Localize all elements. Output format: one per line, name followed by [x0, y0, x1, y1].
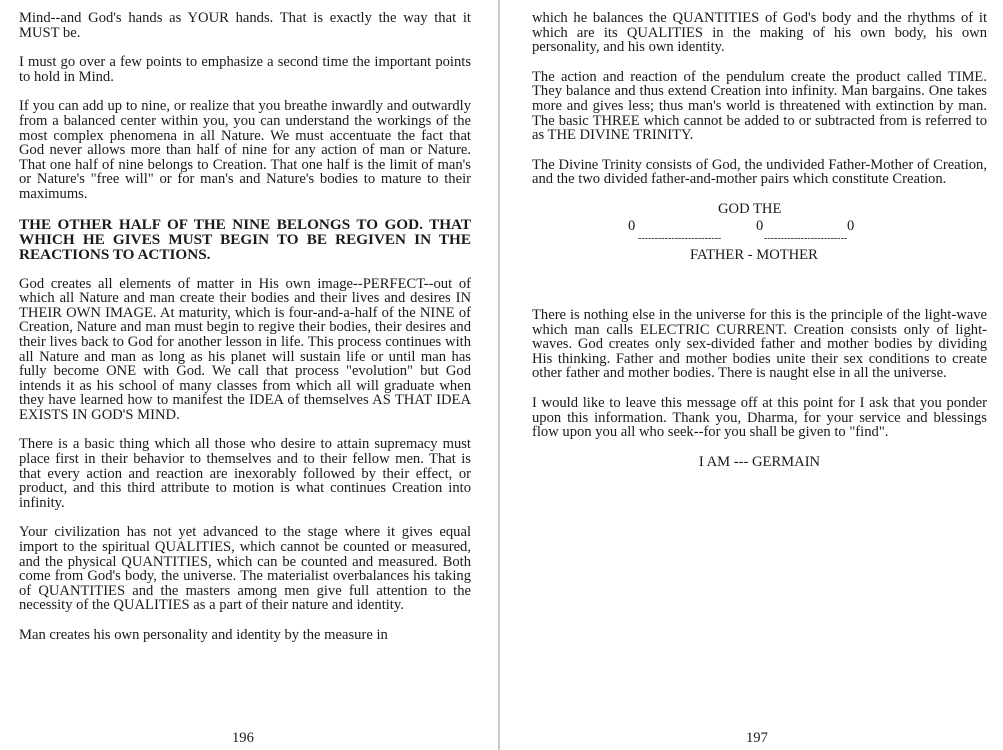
- left-paragraph-5: God creates all elements of matter in His own image--PERFECT--out of which all Nature and man create their bodies and their lives and desires IN THEIR OWN IMAGE. At maturity, which is four-and-a-half of the NINE of Creation, Nature and man must begin to regive their bodies, their desires and their lives back to God for another lesson in life. This process continues with all Nature and man as long as his planet will sustain life or until man has fully become ONE with God. We call that process "evolution" but God intends it as his school of many classes from which all will graduate when they have learned how to manifest the IDEA of themselves AS THAT IDEA EXISTS IN GOD'S MIND.: [19, 275, 471, 423]
- left-paragraph-7: Your civilization has not yet advanced to the stage where it gives equal import to the spiritual QUALITIES, which cannot be counted or measured, and the physical QUANTITIES, which can be counted and measured. Both come from God's body, the universe. The materialist overbalances his taking of QUANTITIES and the masters among men give full attention to the necessity of the QUALITIES as a part of their nature and identity.: [19, 524, 471, 614]
- left-page: [19, 11, 471, 658]
- diagram-zero-right: 0: [847, 217, 855, 234]
- right-paragraph-5: I would like to leave this message off at this point for I ask that you ponder upon this information. Thank you, Dharma, for your service and blessings flow upon you all who seek--for you shall be given to "find".: [532, 394, 987, 441]
- diagram-father-mother: FATHER - MOTHER: [690, 246, 818, 263]
- right-paragraph-2: The action and reaction of the pendulum create the product called TIME. They balance and thus extend Creation into infinity. Man bargains. One takes more and gives less; thus man's world is threatened with extinction by man. The basic THREE which cannot be added to or subtracted from is referred to as THE DIVINE TRINITY.: [532, 68, 987, 144]
- left-paragraph-3: If you can add up to nine, or realize that you breathe inwardly and outwardly from a balanced center within you, you can understand the workings of the most complex phenomena in all Nature. We must accentuate the fact that God never allows more than half of nine for any action of man or Nature. That one half of nine belongs to Creation. That one half is the limit of man's or Nature's "free will" or for man's and Nature's bodies to mature to their maximums.: [19, 98, 471, 202]
- diagram-dashes-left: -------------------------: [638, 232, 722, 244]
- left-bold-statement: THE OTHER HALF OF THE NINE BELONGS TO GOD. THAT WHICH HE GIVES MUST BEGIN TO BE REGIVEN IN THE REACTIONS TO ACTIONS.: [19, 215, 471, 263]
- signature: I AM --- GERMAIN: [698, 453, 821, 470]
- diagram-zero-middle: 0: [756, 217, 764, 234]
- trinity-diagram: [532, 202, 987, 298]
- diagram-dashes-right: -------------------------: [764, 232, 848, 244]
- diagram-god-the: GOD THE: [718, 200, 782, 217]
- left-paragraph-1: Mind--and God's hands as YOUR hands. That is exactly the way that it MUST be.: [19, 10, 471, 41]
- right-paragraph-3: The Divine Trinity consists of God, the undivided Father-Mother of Creation, and the two divided father-and-mother pairs which constitute Creation.: [532, 156, 987, 188]
- left-paragraph-8: Man creates his own personality and identity by the measure in: [19, 627, 388, 643]
- right-page-number: 197: [746, 730, 768, 746]
- left-paragraph-6: There is a basic thing which all those who desire to attain supremacy must place first in their behavior to themselves and to their fellow men. That is that every action and reaction are inexorably followed by their effect, or product, and this third attribute to motion is what continues Creation into infinity.: [19, 436, 471, 511]
- left-paragraph-2: I must go over a few points to emphasize a second time the important points to hold in Mind.: [19, 54, 471, 85]
- book-gutter: [498, 0, 500, 750]
- right-paragraph-4: There is nothing else in the universe for this is the principle of the light-wave which man calls ELECTRIC CURRENT. Creation consists only of light-waves. God creates only sex-divided father and mother bodies by dividing His thinking. Father and mother bodies unite their sex conditions to create other father and mother bodies. There is naught else in all the universe.: [532, 306, 987, 382]
- diagram-zero-left: 0: [628, 217, 636, 234]
- right-page: [532, 11, 987, 469]
- left-page-number: 196: [232, 730, 254, 746]
- right-paragraph-1: which he balances the QUANTITIES of God's body and the rhythms of it which are its QUALITIES in the making of his own body, his own personality, and his own identity.: [532, 10, 987, 56]
